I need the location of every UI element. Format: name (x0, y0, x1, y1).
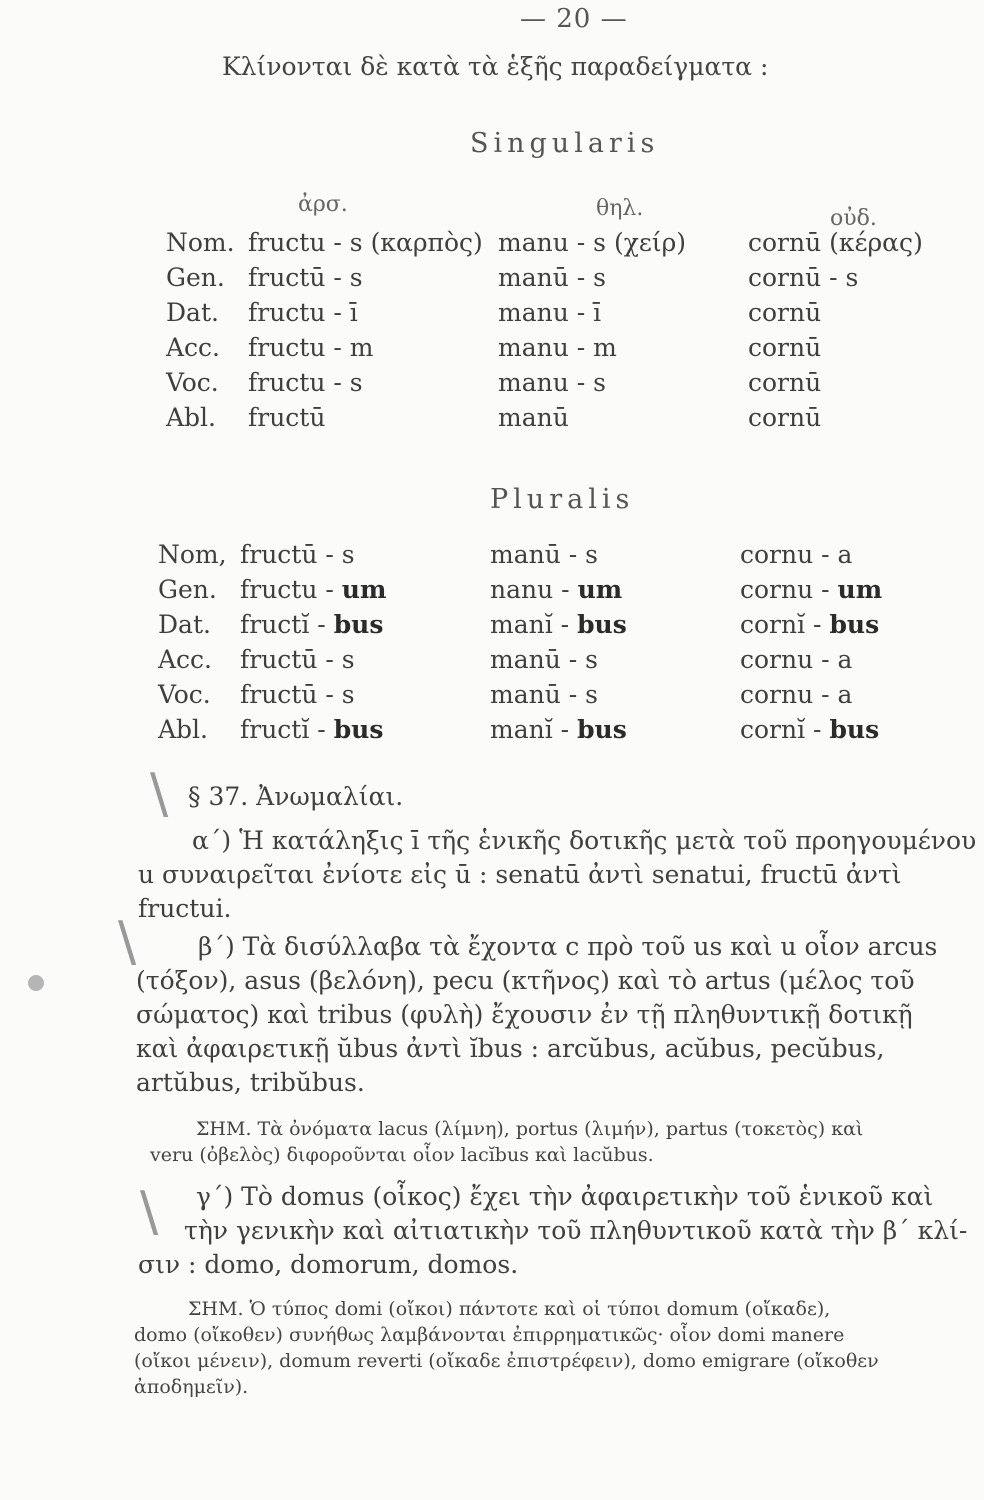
pluralis-row (158, 680, 882, 715)
note-1-line: ΣΗΜ. Τὰ ὀνόματα lacus (λίμνη), portus (λιμήν), partus (τοκετὸς) καὶ (196, 1118, 864, 1140)
feminine-form (490, 575, 740, 610)
feminine-form-part: - ī (568, 298, 602, 327)
case-label-part: Nom. (166, 228, 235, 257)
gender-masculine: ἀρσ. (298, 192, 348, 217)
neuter-form-part: bus (829, 715, 880, 744)
feminine-form (490, 680, 740, 715)
feminine-form-part: bus (577, 610, 627, 639)
feminine-form-part: nanu - (490, 575, 578, 604)
masculine-form (240, 645, 490, 680)
paragraph-beta (136, 930, 937, 1100)
masculine-form-part: fructu (248, 298, 326, 327)
feminine-form (490, 540, 740, 575)
feminine-form-part: manĭ - (490, 610, 578, 639)
feminine-form-part: manū - s (490, 540, 598, 569)
neuter-form (740, 680, 882, 715)
gender-neuter: οὐδ. (830, 206, 877, 231)
para-c-line: γ΄) Τὸ domus (οἶκος) ἔχει τὴν ἀφαιρετικὴν τοῦ ἑνικοῦ καὶ (196, 1182, 934, 1211)
case-label (166, 263, 248, 298)
masculine-form-part: - s (325, 368, 363, 397)
pluralis-row (158, 610, 882, 645)
feminine-form-part: - s (χείρ) (568, 228, 687, 257)
case-label (166, 368, 248, 403)
neuter-form (748, 403, 923, 438)
masculine-form-part: - m (325, 333, 374, 362)
case-label (166, 298, 248, 333)
para-b-line: artŭbus, tribŭbus. (136, 1068, 365, 1097)
feminine-form-part: manu (498, 333, 569, 362)
masculine-form (248, 403, 498, 438)
masculine-form-part: fructū - s (240, 540, 355, 569)
neuter-form (740, 540, 882, 575)
neuter-form-part: cornu - (740, 575, 838, 604)
singularis-row (166, 228, 923, 263)
page-spot (28, 975, 44, 991)
singularis-row (166, 263, 923, 298)
case-label (166, 333, 248, 368)
page-number: — 20 — (520, 4, 628, 34)
section-37-heading: § 37. Ἀνωμαλίαι. (188, 782, 404, 811)
note-2-line: ΣΗΜ. Ὁ τύπος domi (οἴκοι) πάντοτε καὶ οἱ τύποι domum (οἴκαδε), (188, 1298, 831, 1320)
neuter-form (740, 575, 882, 610)
gender-feminine: θηλ. (596, 196, 644, 221)
singularis-row (166, 403, 923, 438)
feminine-form-part: manū (498, 403, 569, 432)
neuter-form-part: cornū (748, 333, 822, 362)
feminine-form (498, 228, 748, 263)
masculine-form-part: fructu (248, 228, 326, 257)
feminine-form (498, 263, 748, 298)
note-2-line: domo (οἴκοθεν) συνήθως λαμβάνονται ἐπιρρηματικῶς· οἷον domi manere (134, 1324, 845, 1346)
singularis-row (166, 333, 923, 368)
neuter-form-part: um (837, 575, 883, 604)
pluralis-row (158, 645, 882, 680)
para-b-line: καὶ ἀφαιρετικῇ ŭbus ἀντὶ ĭbus : arcŭbus, acŭbus, pecŭbus, (136, 1034, 885, 1063)
case-label (158, 715, 240, 750)
case-label-part: Dat. (166, 298, 219, 327)
case-label-part: Voc. (158, 680, 211, 709)
masculine-form (240, 540, 490, 575)
feminine-form (490, 610, 740, 645)
masculine-form-part: fructĭ - (240, 715, 334, 744)
para-a-line: fructui. (138, 894, 232, 923)
case-label-part: Nom, (158, 540, 227, 569)
masculine-form (248, 368, 498, 403)
case-label-part: Voc. (166, 368, 219, 397)
pluralis-row (158, 540, 882, 575)
case-label-part: Abl. (158, 715, 208, 744)
masculine-form (248, 333, 498, 368)
intro-line: Κλίνονται δὲ κατὰ τὰ ἑξῆς παραδείγματα : (222, 52, 769, 81)
masculine-form (248, 228, 498, 263)
neuter-form (748, 333, 923, 368)
feminine-form (498, 368, 748, 403)
masculine-form (240, 715, 490, 750)
masculine-form-part: bus (333, 715, 384, 744)
margin-mark: \ (150, 762, 169, 825)
case-label (158, 680, 240, 715)
neuter-form (740, 715, 882, 750)
masculine-form-part: fructu - (240, 575, 342, 604)
para-c-line: τὴν γενικὴν καὶ αἰτιατικὴν τοῦ πληθυντικοῦ κατὰ τὴν β΄ κλί- (184, 1216, 968, 1245)
margin-mark: \ (118, 910, 137, 973)
masculine-form-part: fructĭ - (240, 610, 334, 639)
feminine-form (498, 333, 748, 368)
case-label-part: Abl. (166, 403, 216, 432)
masculine-form (248, 263, 498, 298)
para-b-line: (τόξον), asus (βελόνη), pecu (κτῆνος) καὶ τὸ artus (μέλος τοῦ (136, 966, 915, 995)
case-label (166, 228, 248, 263)
neuter-form-part: cornū - s (748, 263, 859, 292)
neuter-form-part: cornĭ - (740, 715, 830, 744)
masculine-form-part: fructū (248, 403, 326, 432)
case-label (158, 610, 240, 645)
singularis-row (166, 368, 923, 403)
feminine-form-part: manĭ - (490, 715, 578, 744)
feminine-form-part: manu (498, 298, 569, 327)
plural-declension-table (158, 540, 882, 750)
case-label (166, 403, 248, 438)
masculine-form-part: fructū - s (240, 645, 355, 674)
neuter-form-part: cornu - a (740, 645, 853, 674)
neuter-form (748, 228, 923, 263)
feminine-form (498, 298, 748, 333)
pluralis-row (158, 575, 882, 610)
masculine-form-part: fructu (248, 368, 326, 397)
feminine-form-part: manū - s (490, 680, 598, 709)
masculine-form-part: fructū - s (240, 680, 355, 709)
note-domi (134, 1296, 879, 1400)
case-label-part: Acc. (158, 645, 213, 674)
paragraph-alpha (138, 824, 976, 926)
masculine-form-part: fructū - s (248, 263, 363, 292)
para-a-line: α΄) Ἡ κατάληξις ī τῆς ἑνικῆς δοτικῆς μετὰ τοῦ προηγουμένου (192, 826, 977, 855)
neuter-form (740, 645, 882, 680)
neuter-form-part: cornū (748, 298, 822, 327)
pluralis-row (158, 715, 882, 750)
masculine-form (240, 680, 490, 715)
neuter-form-part: cornū (748, 368, 822, 397)
para-b-line: β΄) Τὰ δισύλλαβα τὰ ἔχοντα c πρὸ τοῦ us καὶ u οἷον arcus (198, 932, 938, 961)
neuter-form-part: cornu - a (740, 540, 853, 569)
note-lacus (150, 1116, 863, 1168)
feminine-form (490, 715, 740, 750)
case-label (158, 540, 240, 575)
feminine-form-part: manū - s (490, 645, 598, 674)
neuter-form (740, 610, 882, 645)
feminine-form-part: bus (577, 715, 627, 744)
feminine-form-part: manu (498, 228, 569, 257)
feminine-form (490, 645, 740, 680)
feminine-form-part: - m (568, 333, 617, 362)
masculine-form-part: - ī (325, 298, 358, 327)
case-label (158, 575, 240, 610)
neuter-form (748, 298, 923, 333)
singular-declension-table (166, 228, 923, 438)
masculine-form-part: fructu (248, 333, 326, 362)
neuter-form-part: cornu - a (740, 680, 853, 709)
feminine-form-part: - s (568, 368, 606, 397)
singularis-heading: Singularis (470, 128, 660, 159)
feminine-form-part: manu (498, 368, 569, 397)
note-2-line: (οἴκοι μένειν), domum reverti (οἴκαδε ἐπιστρέφειν), domo emigrare (οἴκοθεν (134, 1350, 879, 1372)
neuter-form-part: cornū (748, 403, 822, 432)
case-label-part: Acc. (166, 333, 221, 362)
case-label-part: Gen. (166, 263, 225, 292)
feminine-form-part: um (577, 575, 623, 604)
feminine-form-part: manū - s (498, 263, 606, 292)
masculine-form-part: - s (καρπὸς) (325, 228, 483, 257)
neuter-form (748, 263, 923, 298)
paragraph-gamma (138, 1180, 967, 1282)
neuter-form (748, 368, 923, 403)
para-b-line: σώματος) καὶ tribus (φυλὴ) ἔχουσιν ἐν τῇ πληθυντικῇ δοτικῇ (136, 1000, 913, 1029)
neuter-form-part: bus (829, 610, 880, 639)
masculine-form (248, 298, 498, 333)
singularis-row (166, 298, 923, 333)
masculine-form-part: bus (333, 610, 384, 639)
note-1-line: veru (ὀβελὸς) διφοροῦνται οἷον lacĭbus καὶ lacŭbus. (150, 1144, 654, 1166)
case-label-part: Gen. (158, 575, 217, 604)
case-label (158, 645, 240, 680)
pluralis-heading: Pluralis (490, 484, 635, 515)
para-c-line: σιν : domo, domorum, domos. (138, 1250, 519, 1279)
case-label-part: Dat. (158, 610, 211, 639)
masculine-form (240, 575, 490, 610)
neuter-form-part: cornĭ - (740, 610, 830, 639)
masculine-form-part: um (341, 575, 387, 604)
masculine-form (240, 610, 490, 645)
para-a-line: u συναιρεῖται ἐνίοτε εἰς ū : senatū ἀντὶ senatui, fructū ἀντὶ (138, 860, 902, 889)
feminine-form (498, 403, 748, 438)
margin-mark: \ (140, 1180, 159, 1243)
note-2-line: ἀποδημεῖν). (134, 1376, 249, 1398)
neuter-form-part: cornū (κέρας) (748, 228, 923, 257)
